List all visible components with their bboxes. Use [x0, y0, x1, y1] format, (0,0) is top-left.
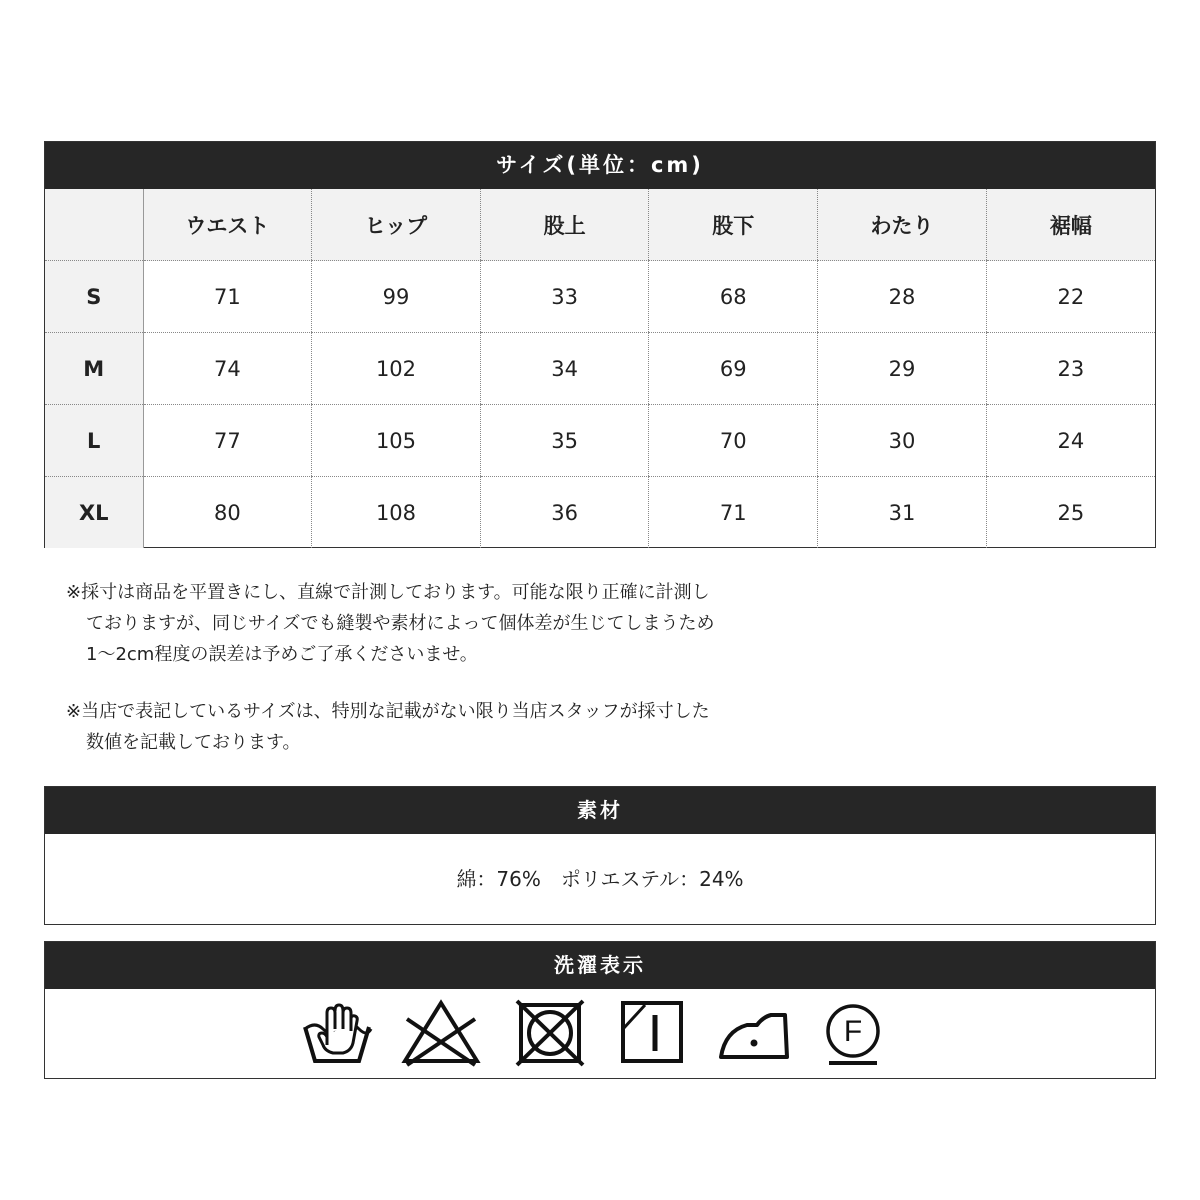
- table-cell: 69: [649, 333, 818, 405]
- table-cell: 70: [649, 405, 818, 477]
- line-dry-shade-icon: [619, 999, 685, 1067]
- size-label: M: [45, 333, 143, 405]
- header-hip: ヒップ: [312, 189, 481, 261]
- table-cell: 28: [818, 261, 987, 333]
- material-body: [45, 834, 1155, 924]
- low-iron-icon: [717, 999, 791, 1067]
- hand-wash-icon: [301, 999, 373, 1067]
- table-cell: 80: [143, 477, 312, 549]
- no-bleach-icon: [401, 999, 481, 1067]
- note-line: ※当店で表記しているサイズは、特別な記載がない限り当店スタッフが採寸した: [66, 701, 710, 722]
- care-title: 洗濯表示: [45, 942, 1155, 989]
- table-row: [45, 477, 1155, 549]
- size-notation-note: [66, 696, 826, 758]
- header-thigh: わたり: [818, 189, 987, 261]
- header-corner: [45, 189, 143, 261]
- table-row: [45, 333, 1155, 405]
- table-cell: 34: [480, 333, 649, 405]
- no-tumble-dry-icon: [515, 999, 585, 1067]
- table-cell: 74: [143, 333, 312, 405]
- size-table-title: サイズ(単位：cm): [45, 142, 1155, 189]
- table-cell: 105: [312, 405, 481, 477]
- size-label: L: [45, 405, 143, 477]
- header-rise: 股上: [480, 189, 649, 261]
- table-cell: 77: [143, 405, 312, 477]
- material-section: [44, 786, 1156, 925]
- table-cell: 24: [986, 405, 1155, 477]
- header-hem-width: 裾幅: [986, 189, 1155, 261]
- table-cell: 35: [480, 405, 649, 477]
- table-cell: 29: [818, 333, 987, 405]
- table-cell: 102: [312, 333, 481, 405]
- table-cell: 25: [986, 477, 1155, 549]
- note-line: 1〜2cm程度の誤差は予めご了承くださいませ。: [86, 644, 478, 665]
- header-waist: ウエスト: [143, 189, 312, 261]
- size-table-header-row: [45, 189, 1155, 261]
- note-line: ※採寸は商品を平置きにし、直線で計測しております。可能な限り正確に計測し: [66, 582, 710, 603]
- table-cell: 23: [986, 333, 1155, 405]
- note-line: 数値を記載しております。: [86, 732, 301, 753]
- size-table-section: [44, 141, 1156, 548]
- table-row: [45, 405, 1155, 477]
- table-cell: 99: [312, 261, 481, 333]
- table-cell: 68: [649, 261, 818, 333]
- table-cell: 31: [818, 477, 987, 549]
- table-cell: 30: [818, 405, 987, 477]
- material-title: 素材: [45, 787, 1155, 834]
- dry-clean-letter: F: [843, 1015, 863, 1048]
- table-cell: 71: [143, 261, 312, 333]
- dry-clean-f-icon: [823, 999, 883, 1067]
- header-inseam: 股下: [649, 189, 818, 261]
- table-cell: 22: [986, 261, 1155, 333]
- table-cell: 33: [480, 261, 649, 333]
- care-section: [44, 941, 1156, 1079]
- measurement-note: [66, 577, 826, 670]
- size-label: XL: [45, 477, 143, 549]
- note-line: ておりますが、同じサイズでも縫製や素材によって個体差が生じてしまうため: [86, 613, 715, 634]
- table-cell: 71: [649, 477, 818, 549]
- table-cell: 108: [312, 477, 481, 549]
- size-table: [45, 189, 1155, 548]
- size-label: S: [45, 261, 143, 333]
- material-text: 綿：76% ポリエステル：24%: [456, 867, 744, 891]
- table-row: [45, 261, 1155, 333]
- care-icons: [45, 989, 1155, 1078]
- table-cell: 36: [480, 477, 649, 549]
